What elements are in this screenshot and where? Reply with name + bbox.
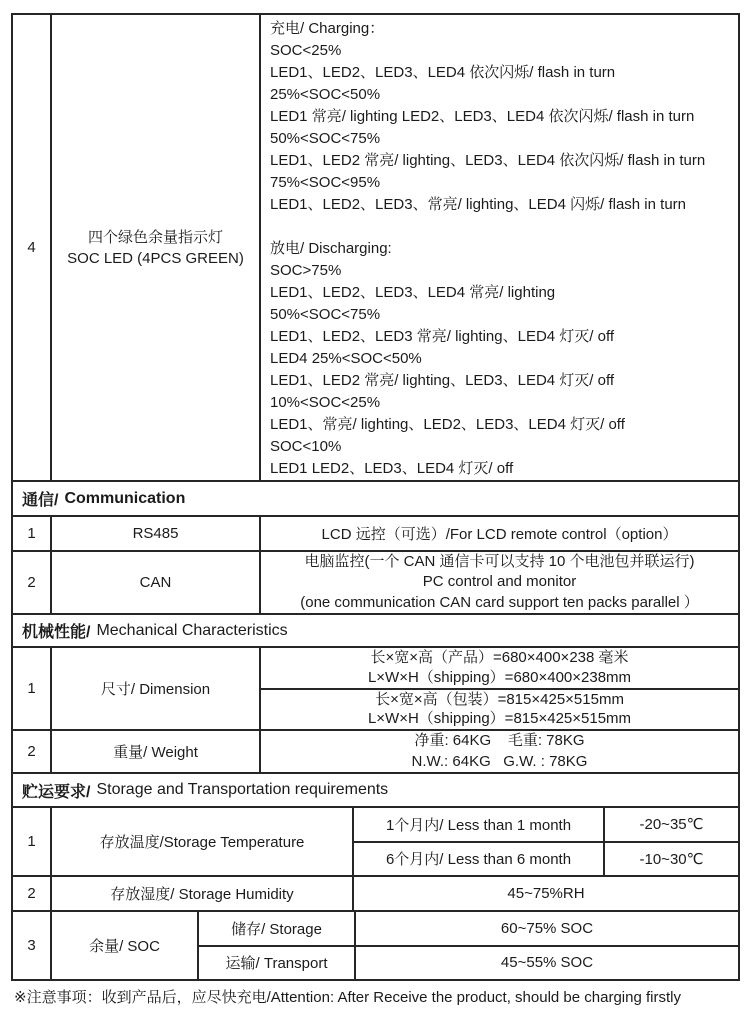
soc-led-name-cell bbox=[50, 15, 259, 480]
table-row-soc-led bbox=[13, 15, 738, 480]
section-title-zh: 贮运要求/ bbox=[22, 783, 91, 801]
behavior-line: SOC<25% bbox=[270, 42, 342, 59]
dimension-line: 长×宽×高（包装）=815×425×515mm bbox=[375, 690, 624, 708]
temperature-value: -10~30℃ bbox=[603, 843, 738, 876]
row-number: 2 bbox=[27, 574, 36, 591]
table-row-weight bbox=[13, 729, 738, 772]
weight-line: N.W.: 64KG G.W. : 78KG bbox=[411, 752, 588, 770]
soc-subrow-storage bbox=[199, 912, 738, 945]
rs485-name-cell: RS485 bbox=[50, 517, 259, 550]
attention-note: ※注意事项：收到产品后，应尽快充电/Attention: After Receive the product, should be charging firstly bbox=[14, 989, 681, 1006]
temperature-subrow-1month bbox=[354, 808, 738, 841]
row-number: 4 bbox=[27, 239, 36, 256]
behavior-line: LED1、LED2 常亮/ lighting、LED3、LED4 灯灭/ off bbox=[270, 372, 615, 389]
can-value-line: (one communication CAN card support ten packs parallel ） bbox=[300, 593, 699, 611]
row-number: 2 bbox=[27, 885, 36, 902]
behavior-line: LED1 常亮/ lighting LED2、LED3、LED4 依次闪烁/ flash in turn bbox=[270, 108, 695, 125]
table-row-can bbox=[13, 550, 738, 613]
behavior-line: 25%<SOC<50% bbox=[270, 86, 381, 103]
behavior-line: SOC>75% bbox=[270, 262, 342, 279]
dimension-line: L×W×H（shipping）=815×425×515mm bbox=[367, 710, 632, 728]
behavior-line: LED1、LED2、LED3 常亮/ lighting、LED4 灯灭/ off bbox=[270, 328, 615, 345]
section-title-en: Communication bbox=[64, 489, 186, 507]
soc-subrow-transport bbox=[199, 945, 738, 980]
behavior-line: SOC<10% bbox=[270, 438, 342, 455]
soc-level-name-cell: 余量/ SOC bbox=[50, 912, 197, 979]
behavior-line: 放电/ Discharging: bbox=[270, 240, 392, 257]
dimension-package-values bbox=[261, 690, 738, 730]
section-title-en: Storage and Transportation requirements bbox=[96, 781, 389, 798]
table-row-soc-level bbox=[13, 910, 738, 979]
dimension-package-subrow bbox=[261, 688, 738, 730]
dimension-value-cell bbox=[259, 648, 738, 729]
dimension-product-subrow bbox=[261, 648, 738, 688]
section-title-en: Mechanical Characteristics bbox=[96, 621, 288, 639]
table-row-rs485 bbox=[13, 515, 738, 550]
soc-value: 45~55% SOC bbox=[354, 947, 738, 980]
behavior-line: LED1、LED2、LED3、LED4 依次闪烁/ flash in turn bbox=[270, 64, 616, 81]
table-row-storage-humidity bbox=[13, 875, 738, 910]
row-number: 1 bbox=[27, 525, 36, 542]
row-number: 3 bbox=[27, 937, 36, 954]
behavior-line: LED1、LED2、LED3、常亮/ lighting、LED4 闪烁/ flash in turn bbox=[270, 196, 687, 213]
temperature-subrow-6month bbox=[354, 841, 738, 876]
soc-led-name-en: SOC LED (4PCS GREEN) bbox=[67, 249, 244, 267]
soc-condition: 运输/ Transport bbox=[225, 955, 328, 973]
soc-condition: 储存/ Storage bbox=[231, 920, 322, 938]
section-title-zh: 机械性能/ bbox=[22, 624, 91, 641]
behavior-line: 50%<SOC<75% bbox=[270, 306, 381, 323]
temperature-condition: 6个月内/ Less than 6 month bbox=[385, 851, 572, 869]
soc-led-behavior-cell bbox=[259, 15, 738, 480]
storage-humidity-value-cell: 45~75%RH bbox=[352, 877, 738, 910]
behavior-line: 50%<SOC<75% bbox=[270, 130, 381, 147]
temperature-value: -20~35℃ bbox=[603, 808, 738, 841]
weight-line: 净重: 64KG 毛重: 78KG bbox=[414, 732, 585, 749]
storage-humidity-name-cell: 存放湿度/ Storage Humidity bbox=[50, 877, 352, 910]
storage-temperature-name-cell: 存放温度/Storage Temperature bbox=[50, 808, 352, 875]
can-value-cell bbox=[259, 552, 738, 613]
soc-value: 60~75% SOC bbox=[354, 912, 738, 945]
row-number: 1 bbox=[27, 680, 36, 697]
table-row-storage-temperature bbox=[13, 806, 738, 875]
behavior-line: 10%<SOC<25% bbox=[270, 394, 381, 411]
behavior-line: 75%<SOC<95% bbox=[270, 174, 381, 191]
battery-spec-table bbox=[11, 13, 740, 981]
can-value-line: 电脑监控(一个 CAN 通信卡可以支持 10 个电池包并联运行) bbox=[304, 553, 695, 571]
dimension-line: 长×宽×高（产品）=680×400×238 毫米 bbox=[370, 649, 629, 667]
dimension-line: L×W×H（shipping）=680×400×238mm bbox=[367, 668, 632, 686]
can-name-cell: CAN bbox=[50, 552, 259, 613]
row-number: 1 bbox=[27, 833, 36, 850]
section-header-mechanical bbox=[13, 613, 738, 646]
soc-led-name-zh: 四个绿色余量指示灯 bbox=[87, 228, 223, 246]
table-row-dimension bbox=[13, 646, 738, 729]
behavior-line: LED1、LED2 常亮/ lighting、LED3、LED4 依次闪烁/ flash in turn bbox=[270, 152, 706, 169]
behavior-line: LED1 LED2、LED3、LED4 灯灭/ off bbox=[270, 460, 514, 477]
section-header-communication bbox=[13, 480, 738, 515]
weight-value-cell bbox=[259, 731, 738, 772]
behavior-line: LED1、常亮/ lighting、LED2、LED3、LED4 灯灭/ off bbox=[270, 416, 625, 433]
dimension-product-values bbox=[261, 648, 738, 688]
weight-name-cell: 重量/ Weight bbox=[50, 731, 259, 772]
can-value-line: PC control and monitor bbox=[422, 573, 577, 591]
dimension-name-cell: 尺寸/ Dimension bbox=[50, 648, 259, 729]
rs485-value-cell: LCD 远控（可选）/For LCD remote control（option） bbox=[259, 517, 738, 550]
behavior-line: 充电/ Charging： bbox=[270, 20, 385, 37]
row-number: 2 bbox=[27, 743, 36, 760]
section-header-storage bbox=[13, 772, 738, 806]
storage-temperature-values bbox=[352, 808, 738, 875]
section-title-zh: 通信/ bbox=[22, 492, 59, 509]
temperature-condition: 1个月内/ Less than 1 month bbox=[385, 816, 572, 834]
behavior-line: LED1、LED2、LED3、LED4 常亮/ lighting bbox=[270, 284, 556, 301]
soc-level-values bbox=[197, 912, 738, 979]
behavior-line: LED4 25%<SOC<50% bbox=[270, 350, 422, 367]
